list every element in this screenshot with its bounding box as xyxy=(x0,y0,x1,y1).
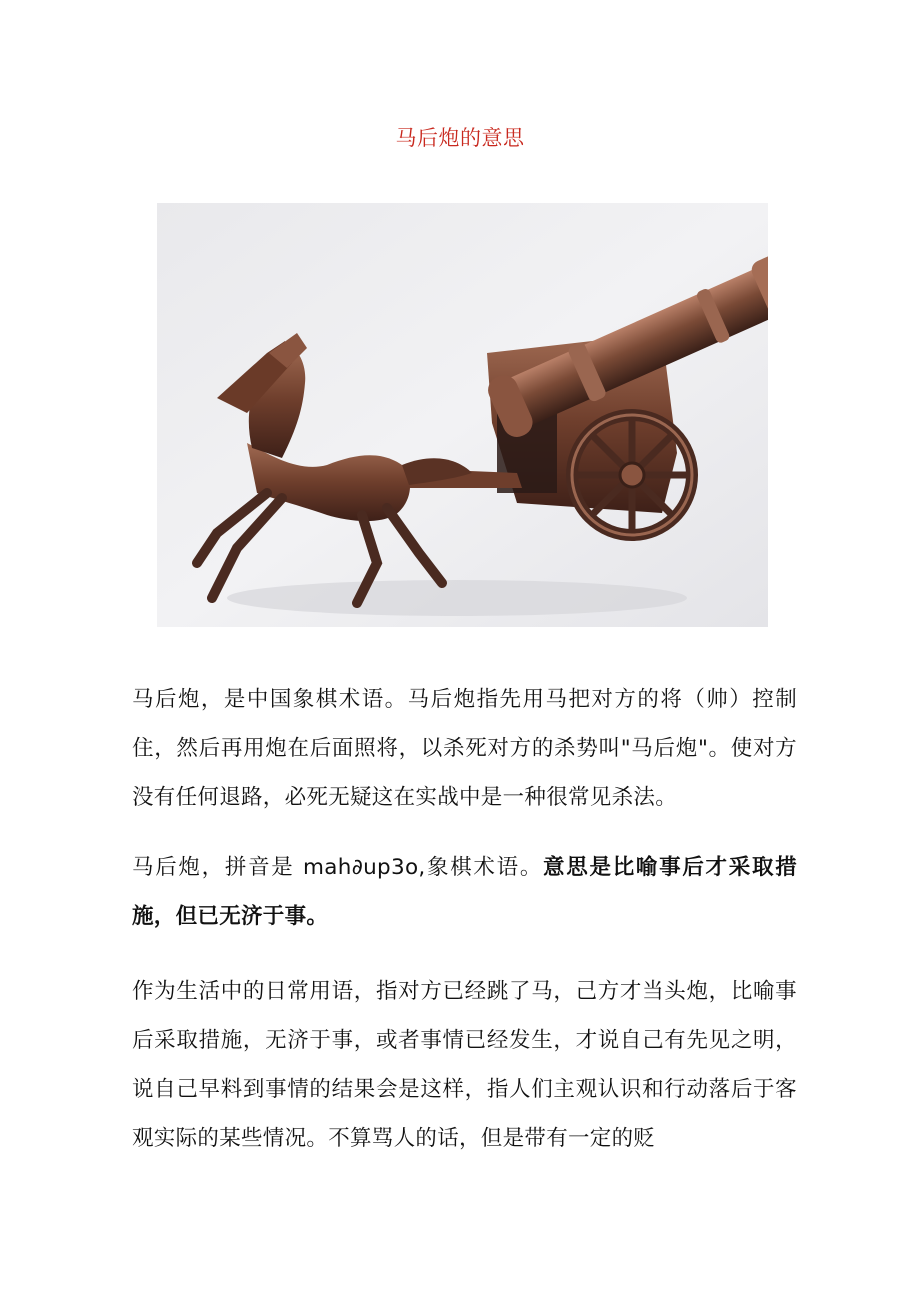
paragraph-pinyin xyxy=(132,843,797,941)
horse-cannon-photo xyxy=(157,203,768,627)
document-title: 马后炮的意思 xyxy=(395,126,525,150)
paragraph-meaning-bold: 意思是比喻事后才采取措施，但已无济于事。 xyxy=(132,855,797,929)
paragraph-definition: 马后炮，是中国象棋术语。马后炮指先用马把对方的将（帅）控制住，然后再用炮在后面照将，以杀死对方的杀势叫"马后炮"。使对方没有任何退路，必死无疑这在实战中是一种很常见杀法。 xyxy=(132,687,797,810)
paragraph-pinyin-text: 马后炮，拼音是 mah∂up3o,象棋术语。 xyxy=(132,855,544,880)
paragraph-usage: 作为生活中的日常用语，指对方已经跳了马，己方才当头炮，比喻事后采取措施，无济于事，或者事情已经发生，才说自己有先见之明，说自己早料到事情的结果会是这样，指人们主观认识和行动落后于客观实际的某些情况。不算骂人的话，但是带有一定的贬 xyxy=(132,979,797,1151)
